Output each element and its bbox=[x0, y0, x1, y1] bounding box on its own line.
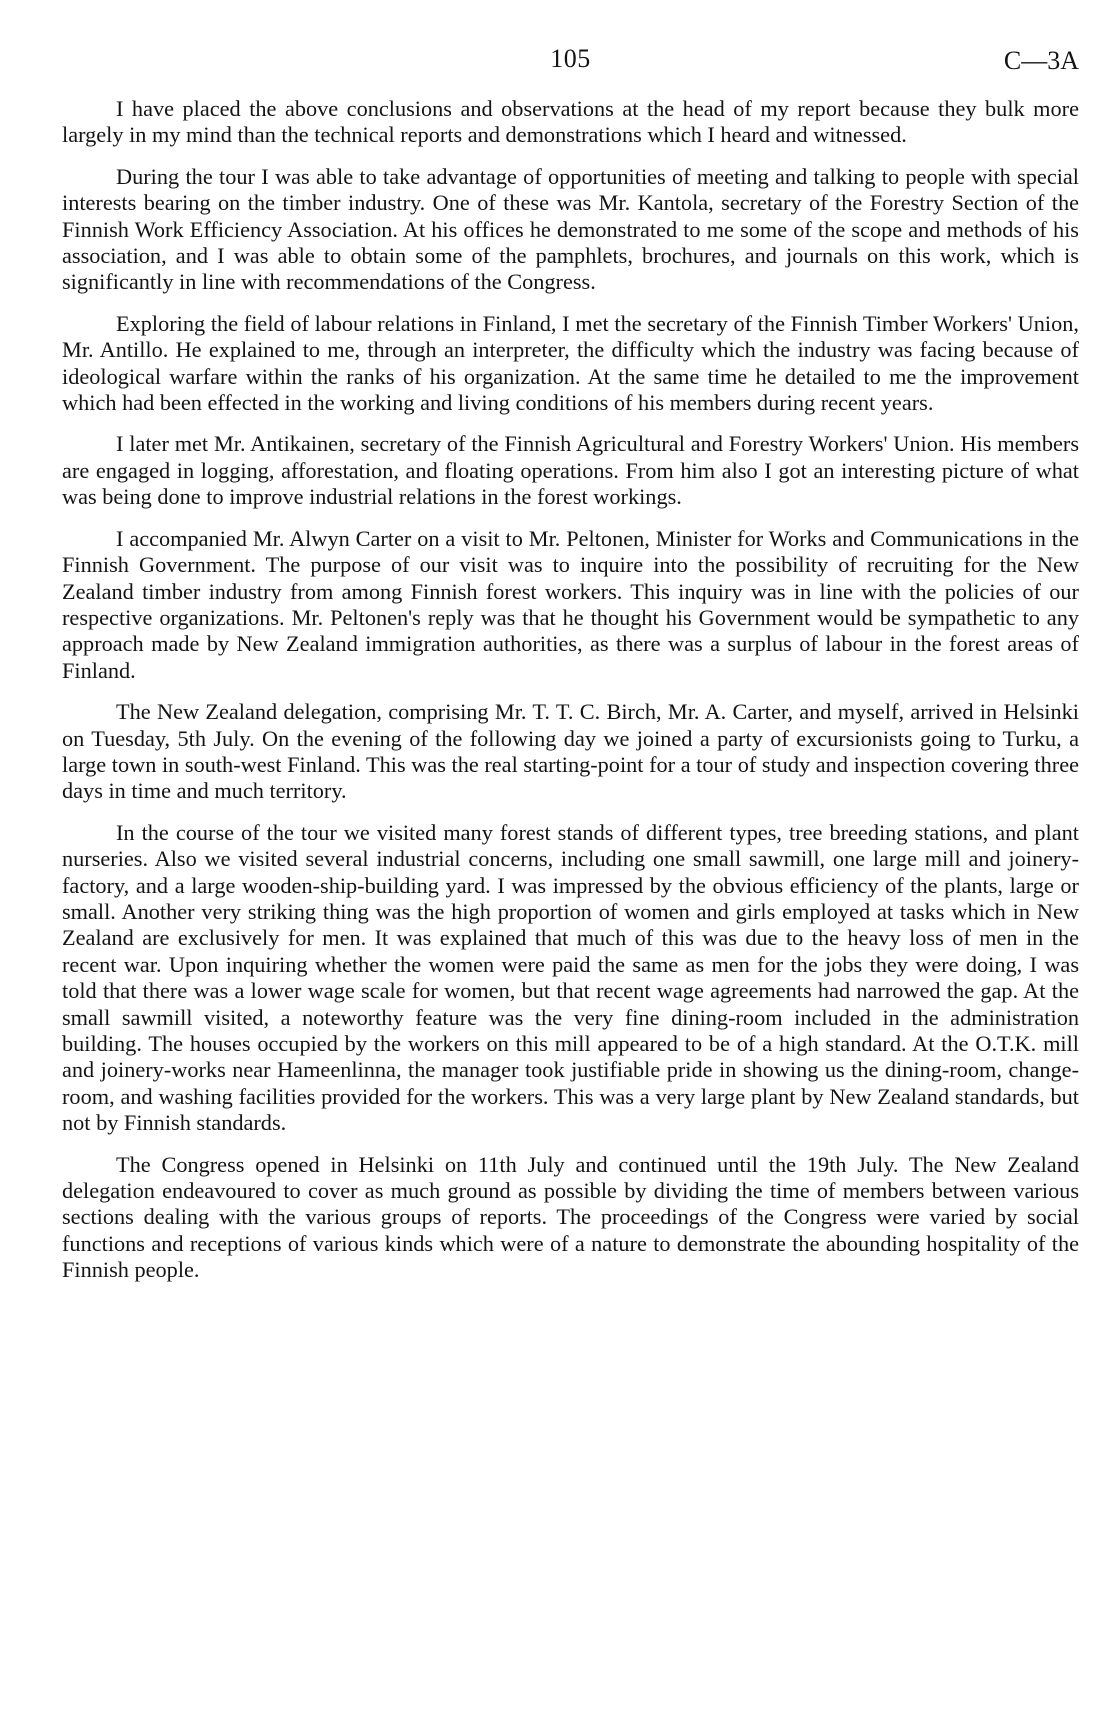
paragraph-delegation-arrival: The New Zealand delegation, comprising Mr. T. T. C. Birch, Mr. A. Carter, and myself, arrived in Helsinki on Tuesday, 5th July. On the evening of the following day we joined a party of excursionists going to Turku, a large town in south-west Finland. This was the real starting-point for a tour of study and inspection covering three days in time and much territory. bbox=[62, 699, 1079, 804]
page-number: 105 bbox=[550, 44, 591, 73]
page-header bbox=[62, 44, 1079, 96]
document-reference: C—3A bbox=[1003, 46, 1079, 75]
paragraph-peltonen-visit: I accompanied Mr. Alwyn Carter on a visit to Mr. Peltonen, Minister for Works and Communications in the Finnish Government. The purpose of our visit was to inquire into the possibility of recruiting for the New Zealand timber industry from among Finnish forest workers. This inquiry was in line with the policies of our respective organizations. Mr. Peltonen's reply was that he thought his Government would be sympathetic to any approach made by New Zealand immigration authorities, as there was a surplus of labour in the forest areas of Finland. bbox=[62, 525, 1079, 683]
paragraph-labour-relations: Exploring the field of labour relations in Finland, I met the secretary of the Finnish Timber Workers' Union, Mr. Antillo. He explained to me, through an interpreter, the difficulty which the industry was facing because of ideological warfare within the ranks of his organization. At the same time he detailed to me the improvement which had been effected in the working and living conditions of his members during recent years. bbox=[62, 310, 1079, 416]
paragraph-congress-opening: The Congress opened in Helsinki on 11th July and continued until the 19th July. The New Zealand delegation endeavoured to cover as much ground as possible by dividing the time of members between various sections dealing with the various groups of reports. The proceedings of the Congress were varied by social functions and receptions of various kinds which were of a nature to demonstrate the abounding hospitality of the Finnish people. bbox=[62, 1151, 1079, 1283]
paragraph-report-conclusions: I have placed the above conclusions and observations at the head of my report because they bulk more largely in my mind than the technical reports and demonstrations which I heard and witnessed. bbox=[62, 96, 1079, 148]
body-text bbox=[62, 96, 1079, 1284]
paragraph-kantola-meeting: During the tour I was able to take advantage of opportunities of meeting and talking to people with special interests bearing on the timber industry. One of these was Mr. Kantola, secretary of the Forestry Section of the Finnish Work Efficiency Association. At his offices he demonstrated to me some of the scope and methods of his association, and I was able to obtain some of the pamphlets, brochures, and journals on this work, which is significantly in line with recommendations of the Congress. bbox=[62, 163, 1079, 295]
paragraph-tour-details: In the course of the tour we visited many forest stands of different types, tree breeding stations, and plant nurseries. Also we visited several industrial concerns, including one small sawmill, one large mill and joinery-factory, and a large wooden-ship-building yard. I was impressed by the obvious efficiency of the plants, large or small. Another very striking thing was the high proportion of women and girls employed at tasks which in New Zealand are exclusively for men. It was explained that much of this was due to the heavy loss of men in the recent war. Upon inquiring whether the women were paid the same as men for the jobs they were doing, I was told that there was a lower wage scale for women, but that recent wage agreements had narrowed the gap. At the small sawmill visited, a noteworthy feature was the very fine dining-room included in the administration building. The houses occupied by the workers on this mill appeared to be of a high standard. At the O.T.K. mill and joinery-works near Hameenlinna, the manager took justifiable pride in showing us the dining-room, change-room, and washing facilities provided for the workers. This was a very large plant by New Zealand standards, but not by Finnish standards. bbox=[62, 819, 1079, 1136]
paragraph-antikainen-meeting: I later met Mr. Antikainen, secretary of the Finnish Agricultural and Forestry Workers' Union. His members are engaged in logging, afforestation, and floating operations. From him also I got an interesting picture of what was being done to improve industrial relations in the forest workings. bbox=[62, 431, 1079, 510]
document-page bbox=[62, 44, 1079, 1299]
